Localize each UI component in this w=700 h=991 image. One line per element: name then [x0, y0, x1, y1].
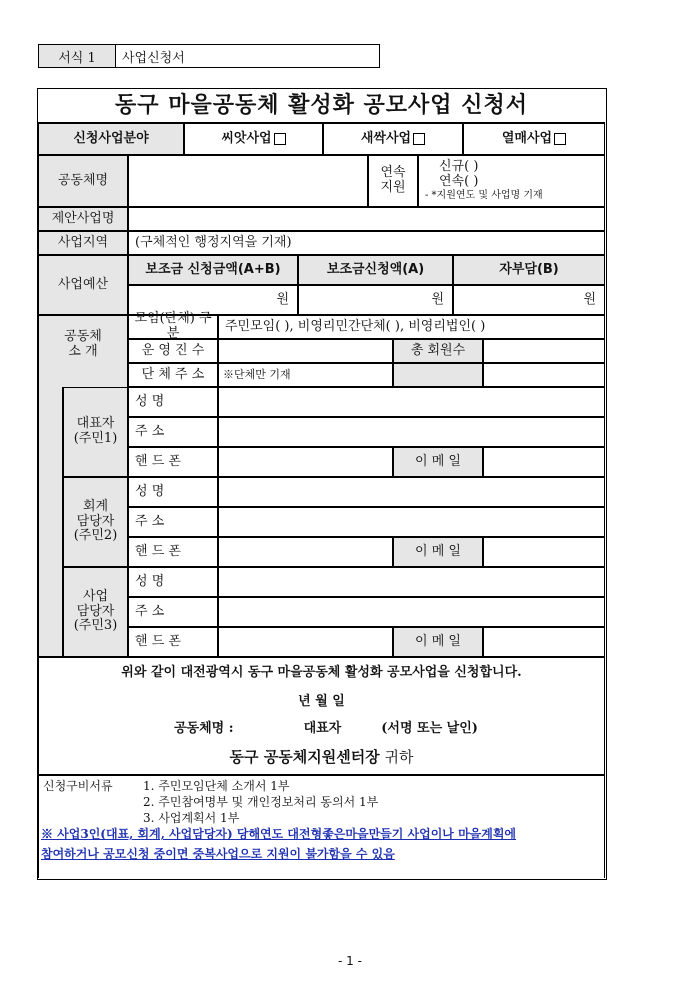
- accountant-label: 회계 담당자 (주민2): [63, 477, 128, 567]
- rep-phone-label: 핸 드 폰: [128, 447, 218, 477]
- acc-email-input[interactable]: [483, 537, 605, 567]
- proposal-input[interactable]: [128, 207, 605, 231]
- mgr-name-input[interactable]: [218, 567, 605, 597]
- declaration-text: 위와 같이 대전광역시 동구 마을공동체 활성화 공모사업을 신청합니다.: [121, 665, 522, 680]
- group-type-options[interactable]: 주민모임( ), 비영리민간단체( ), 비영리법인( ): [218, 315, 605, 339]
- mgr-address-input[interactable]: [218, 597, 605, 627]
- rep-address-label: 주 소: [128, 417, 218, 447]
- form-number: 서식 1: [39, 45, 116, 67]
- acc-phone-label: 핸 드 폰: [128, 537, 218, 567]
- continued-option[interactable]: 연속( ): [439, 174, 479, 190]
- member-count-label: 총 회원수: [393, 339, 483, 363]
- rep-name-input[interactable]: [218, 387, 605, 417]
- proposal-label: 제안사업명: [38, 207, 128, 231]
- rep-name-label: 성 명: [128, 387, 218, 417]
- group-address-label: 단 체 주 소: [128, 363, 218, 387]
- budget-label: 사업예산: [38, 255, 128, 315]
- sign-rep-label: 대표자: [303, 720, 342, 736]
- budget-self-header: 자부담(B): [453, 255, 605, 285]
- new-option[interactable]: 신규( ): [439, 159, 479, 175]
- field-label: 신청사업분야: [38, 123, 184, 155]
- budget-total-header: 보조금 신청금액(A+B): [128, 255, 298, 285]
- continuation-label: 연속 지원: [368, 155, 418, 207]
- budget-subsidy-header: 보조금신청액(A): [298, 255, 453, 285]
- seed-checkbox[interactable]: [274, 133, 286, 145]
- mgr-name-label: 성 명: [128, 567, 218, 597]
- declaration-date: 년 월 일: [298, 693, 345, 709]
- seed-project-option[interactable]: 씨앗사업: [184, 123, 323, 155]
- blank-cell: [483, 363, 605, 387]
- rep-email-input[interactable]: [483, 447, 605, 477]
- sign-note: (서명 또는 날인): [381, 720, 478, 736]
- acc-name-label: 성 명: [128, 477, 218, 507]
- intro-spine: [38, 387, 63, 657]
- declaration-block: [38, 657, 605, 775]
- group-type-label: 모임(단체) 구분: [128, 315, 218, 339]
- mgr-email-label: 이 메 일: [393, 627, 483, 657]
- community-name-label: 공동체명: [38, 155, 128, 207]
- sprout-project-option[interactable]: 새싹사업: [323, 123, 463, 155]
- duplicate-warning-line2: 참여하거나 공모신청 중이면 중복사업으로 지원이 불가함을 수 있음: [41, 847, 395, 862]
- region-label: 사업지역: [38, 231, 128, 255]
- group-address-input[interactable]: ※단체만 기재: [218, 363, 393, 387]
- member-count-input[interactable]: [483, 339, 605, 363]
- mgr-phone-label: 핸 드 폰: [128, 627, 218, 657]
- addressee: 동구 공동체지원센터장 귀하: [229, 747, 414, 766]
- acc-address-label: 주 소: [128, 507, 218, 537]
- staff-count-label: 운 영 진 수: [128, 339, 218, 363]
- rep-phone-input[interactable]: [218, 447, 393, 477]
- fruit-project-option[interactable]: 열매사업: [463, 123, 605, 155]
- staff-count-input[interactable]: [218, 339, 393, 363]
- intro-label: 공동체 소 개: [38, 315, 128, 387]
- application-form: [37, 88, 607, 880]
- mgr-phone-input[interactable]: [218, 627, 393, 657]
- signature-line: [39, 722, 604, 737]
- budget-total-input[interactable]: 원: [128, 285, 298, 315]
- continuation-note: - *지원연도 및 사업명 기재: [425, 190, 543, 202]
- rep-address-input[interactable]: [218, 417, 605, 447]
- continuation-options[interactable]: [418, 155, 605, 207]
- acc-email-label: 이 메 일: [393, 537, 483, 567]
- region-input[interactable]: (구체적인 행정지역을 기재): [128, 231, 605, 255]
- form-type-label: 사업신청서: [122, 50, 185, 66]
- rep-email-label: 이 메 일: [393, 447, 483, 477]
- page-number: - 1 -: [338, 954, 362, 968]
- acc-name-input[interactable]: [218, 477, 605, 507]
- doc-item-2: 2. 주민참여명부 및 개인정보처리 동의서 1부: [143, 794, 379, 809]
- doc-item-1: 1. 주민모임단체 소개서 1부: [143, 779, 290, 793]
- doc-item-3: 3. 사업계획서 1부: [143, 810, 240, 825]
- fruit-checkbox[interactable]: [554, 133, 566, 145]
- mgr-address-label: 주 소: [128, 597, 218, 627]
- community-name-input[interactable]: [128, 155, 368, 207]
- sprout-checkbox[interactable]: [413, 133, 425, 145]
- duplicate-warning-line1: ※ 사업3인(대표, 회계, 사업담당자) 당해연도 대전형좋은마을만들기 사업이나 마을계획에: [41, 827, 517, 842]
- manager-label: 사업 담당자 (주민3): [63, 567, 128, 657]
- acc-phone-input[interactable]: [218, 537, 393, 567]
- acc-address-input[interactable]: [218, 507, 605, 537]
- budget-self-input[interactable]: 원: [453, 285, 605, 315]
- documents-block: [38, 775, 605, 878]
- sign-community-label: 공동체명 :: [174, 720, 234, 736]
- documents-label: 신청구비서류: [43, 779, 113, 793]
- form-tag: [38, 44, 380, 68]
- representative-label: 대표자 (주민1): [63, 387, 128, 477]
- page-title: 동구 마을공동체 활성화 공모사업 신청서: [38, 89, 605, 123]
- mgr-email-input[interactable]: [483, 627, 605, 657]
- budget-subsidy-input[interactable]: 원: [298, 285, 453, 315]
- blank-gray-cell: [393, 363, 483, 387]
